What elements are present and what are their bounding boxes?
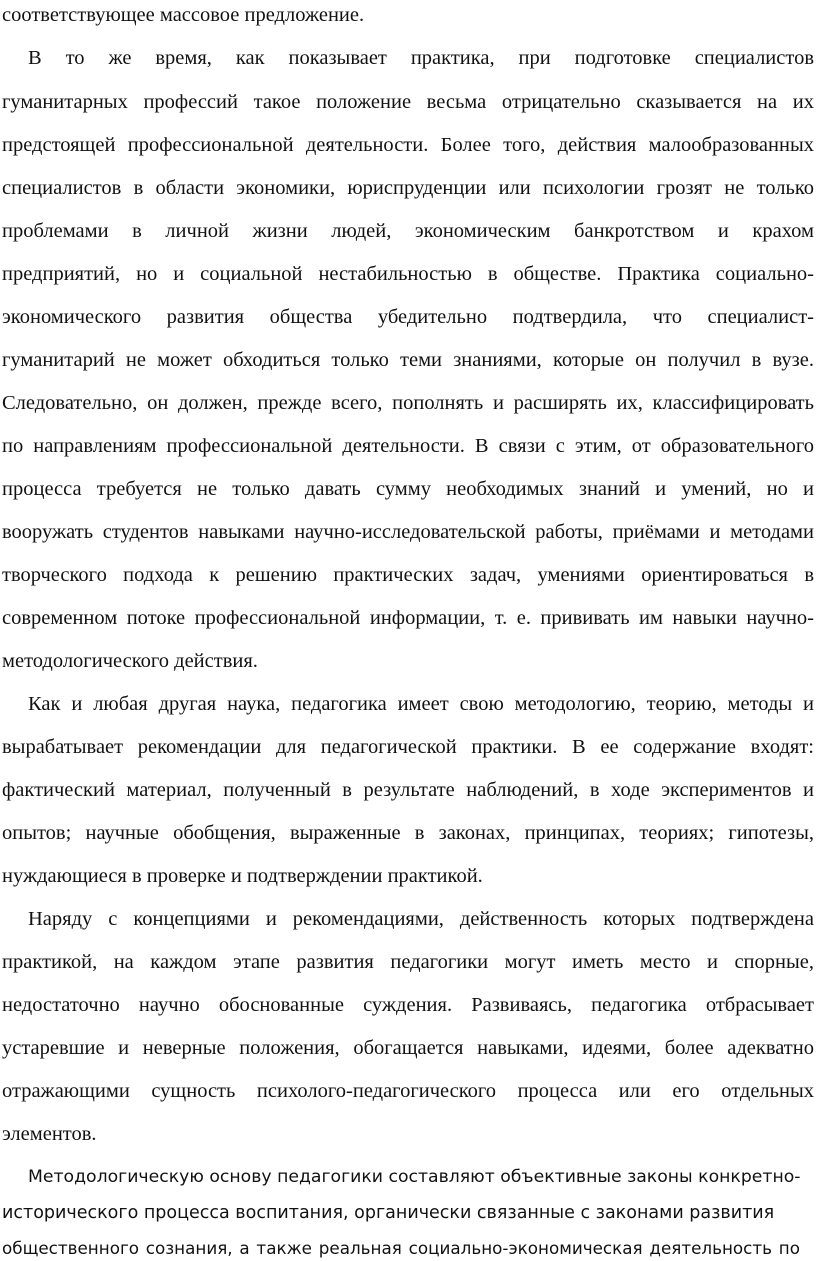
text-line-27: элементов. xyxy=(2,1123,97,1145)
text-line-12: процесса требуется не только давать сумму необходимых знаний и умений, но и xyxy=(2,478,814,500)
text-line-26: отражающими сущность психолого-педагогического процесса или его отдельных xyxy=(2,1080,814,1102)
text-line-3: гуманитарных профессий такое положение весьма отрицательно сказывается на их xyxy=(2,91,814,113)
text-line-6: проблемами в личной жизни людей, экономическим банкротством и крахом xyxy=(2,220,814,242)
text-line-13: вооружать студентов навыками научно-исследовательской работы, приёмами и методами xyxy=(2,521,814,543)
text-line-28: Методологическую основу педагогики составляют объективные законы конкретно- xyxy=(28,1167,801,1187)
text-line-29: исторического процесса воспитания, органически связанные с законами развития xyxy=(2,1203,775,1223)
text-line-25: устаревшие и неверные положения, обогащается навыками, идеями, более адекватно xyxy=(2,1037,814,1059)
text-line-24: недостаточно научно обоснованные суждения. Развиваясь, педагогика отбрасывает xyxy=(2,994,814,1016)
text-line-14: творческого подхода к решению практических задач, умениями ориентироваться в xyxy=(2,564,814,586)
text-line-30: общественного сознания, а также реальная социально-экономическая деятельность по xyxy=(2,1238,800,1258)
text-line-20: опытов; научные обобщения, выраженные в законах, принципах, теориях; гипотезы, xyxy=(2,822,814,844)
text-line-17: Как и любая другая наука, педагогика имеет свою методологию, теорию, методы и xyxy=(28,693,814,715)
text-line-9: гуманитарий не может обходиться только теми знаниями, которые он получил в вузе. xyxy=(2,349,814,371)
text-line-16: методологического действия. xyxy=(2,650,258,672)
text-line-8: экономического развития общества убедительно подтвердила, что специалист- xyxy=(2,306,814,328)
text-line-15: современном потоке профессиональной информации, т. е. прививать им навыки научно- xyxy=(2,607,814,629)
text-line-21: нуждающиеся в проверке и подтверждении практикой. xyxy=(2,865,483,887)
text-line-18: вырабатывает рекомендации для педагогической практики. В ее содержание входят: xyxy=(2,736,814,758)
text-line-11: по направлениям профессиональной деятельности. В связи с этим, от образовательного xyxy=(2,435,814,457)
text-line-19: фактический материал, полученный в результате наблюдений, в ходе экспериментов и xyxy=(2,779,814,801)
text-line-2: В то же время, как показывает практика, при подготовке специалистов xyxy=(28,47,814,69)
text-line-7: предприятий, но и социальной нестабильностью в обществе. Практика социально- xyxy=(2,263,814,285)
text-line-23: практикой, на каждом этапе развития педагогики могут иметь место и спорные, xyxy=(2,951,814,973)
text-line-22: Наряду с концепциями и рекомендациями, действенность которых подтверждена xyxy=(28,908,814,930)
text-line-5: специалистов в области экономики, юриспруденции или психологии грозят не только xyxy=(2,177,814,199)
text-line-4: предстоящей профессиональной деятельности. Более того, действия малообразованных xyxy=(2,134,814,156)
text-line-10: Следовательно, он должен, прежде всего, пополнять и расширять их, классифицировать xyxy=(2,392,814,414)
text-line-1: соответствующее массовое предложение. xyxy=(2,4,365,26)
